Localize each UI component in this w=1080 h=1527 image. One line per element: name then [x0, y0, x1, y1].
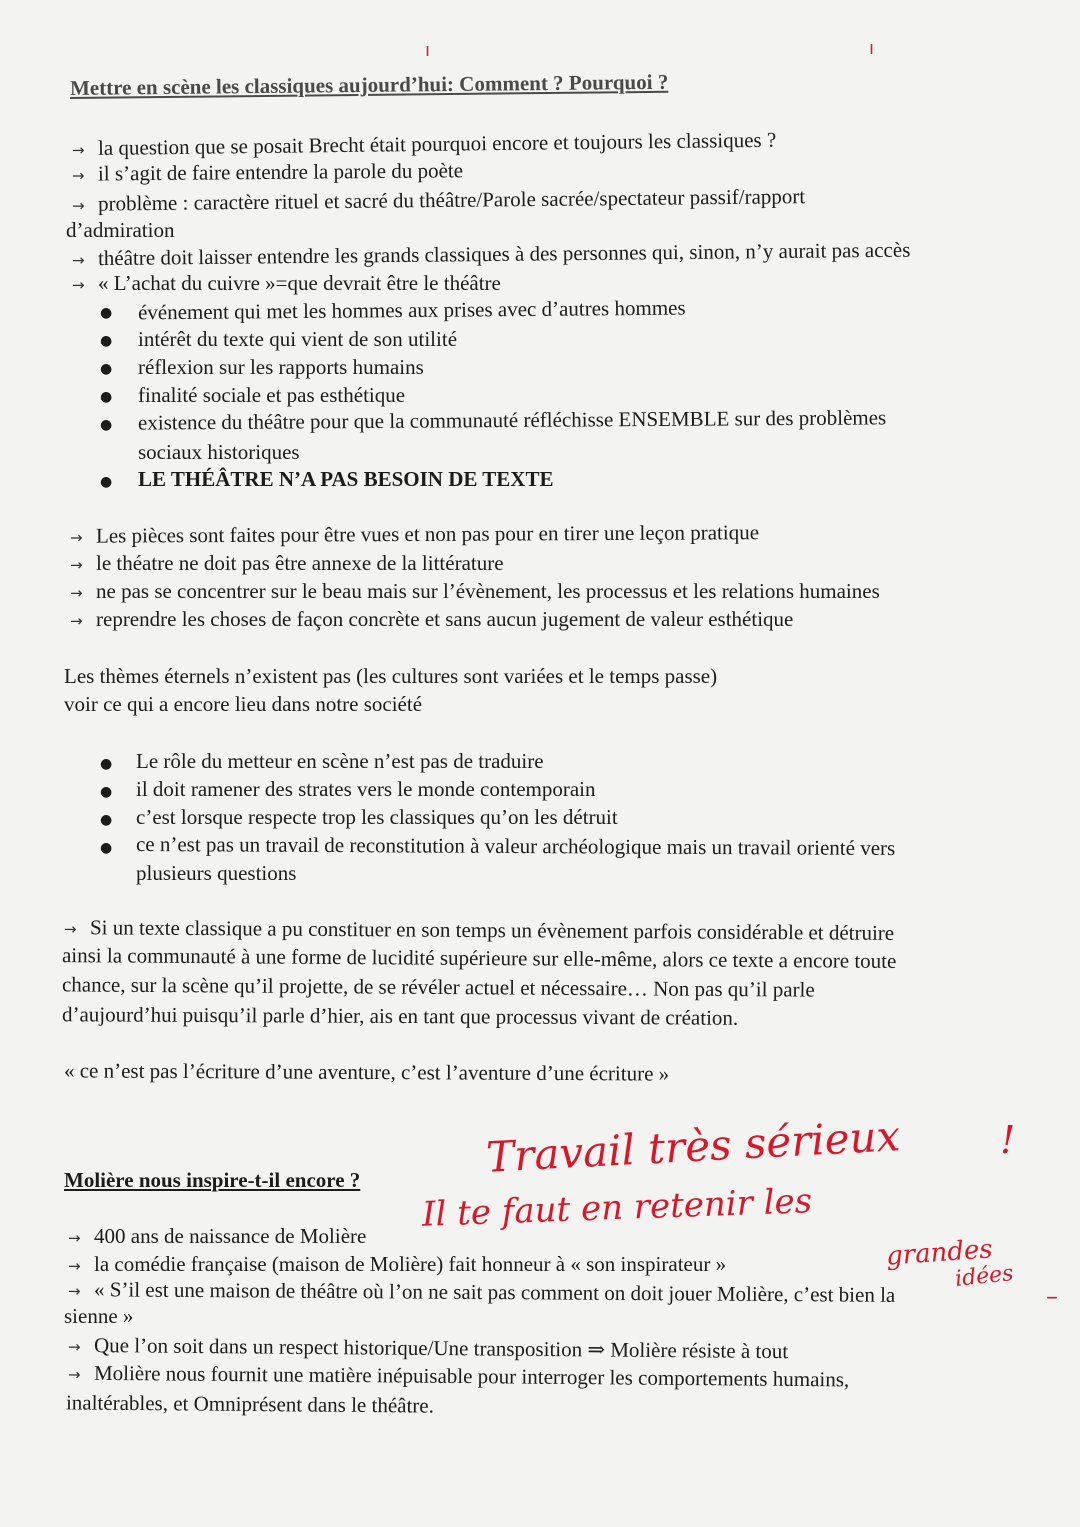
- bullet-icon: ●: [100, 756, 113, 772]
- paragraph-line: d’aujourd’hui puisqu’il parle d’hier, ais en tant que processus vivant de création.: [61, 1002, 739, 1030]
- bullet-icon: ●: [100, 305, 113, 321]
- arrow-icon: →: [72, 276, 85, 294]
- paragraph-line: → Si un texte classique a pu constituer en son temps un évènement parfois considérable et détruire: [63, 915, 895, 945]
- handwritten-exclamation: !: [1000, 1118, 1016, 1162]
- arrow-icon: →: [71, 251, 85, 270]
- paragraph-line: Les thèmes éternels n’existent pas (les cultures sont variées et le temps passe): [64, 664, 718, 688]
- bullet-item: événement qui met les hommes aux prises avec d’autres hommes: [137, 295, 686, 325]
- arrow-icon: →: [70, 612, 83, 630]
- bullet-item: c’est lorsque respecte trop les classiques qu’on les détruit: [136, 805, 618, 829]
- bullet-icon: ●: [100, 389, 113, 405]
- arrow-item: → reprendre les choses de façon concrète et sans aucun jugement de valeur esthétique: [70, 605, 793, 635]
- red-tick-mark: ı: [869, 38, 875, 58]
- bullet-item: intérêt du texte qui vient de son utilité: [138, 327, 458, 351]
- quote-line: « ce n’est pas l’écriture d’une aventure, c’est l’aventure d’une écriture »: [63, 1058, 670, 1086]
- arrow-icon: →: [70, 556, 83, 574]
- handwritten-note-line: idées: [953, 1261, 1015, 1292]
- arrow-item: → théâtre doit laisser entendre les grands classiques à des personnes qui, sinon, n’y aurait pas accès: [72, 236, 911, 275]
- bullet-item-continuation: plusieurs questions: [136, 861, 297, 885]
- handwritten-note-line: Il te faut en retenir les: [421, 1181, 813, 1235]
- bullet-icon: ●: [100, 333, 113, 349]
- handwritten-note-line: Travail très sérieux: [485, 1111, 902, 1182]
- arrow-item: → il s’agit de faire entendre la parole du poète: [72, 156, 463, 189]
- arrow-item: → la comédie française (maison de Molière) fait honneur à « son inspirateur »: [68, 1250, 726, 1280]
- arrow-item: → « S’il est une maison de théâtre où l’on ne sait pas comment on doit jouer Molière, c’est bien la: [67, 1277, 896, 1307]
- paragraph-line: chance, sur la scène qu’il projette, de se révéler actuel et nécessaire… Non pas qu’il parle: [61, 972, 815, 1002]
- arrow-item: → 400 ans de naissance de Molière: [68, 1222, 366, 1252]
- section-title-1: Mettre en scène les classiques aujourd’hui: Comment ? Pourquoi ?: [69, 69, 669, 100]
- bullet-icon: ●: [100, 474, 113, 490]
- arrow-item: → Les pièces sont faites pour être vues et non pas pour en tirer une leçon pratique: [70, 518, 759, 552]
- arrow-item: → la question que se posait Brecht était pourquoi encore et toujours les classiques ?: [72, 126, 777, 165]
- arrow-icon: →: [67, 1365, 81, 1384]
- bullet-item: ce n’est pas un travail de reconstitution à valeur archéologique mais un travail orienté vers: [135, 832, 896, 860]
- arrow-item-continuation: sienne »: [64, 1304, 134, 1328]
- bullet-icon: ●: [100, 784, 113, 800]
- section-title-2: Molière nous inspire-t-il encore ?: [64, 1168, 361, 1192]
- bullet-item-emphasis: LE THÉÂTRE N’A PAS BESOIN DE TEXTE: [138, 467, 554, 491]
- arrow-icon: →: [70, 584, 83, 602]
- paragraph-line: ainsi la communauté à une forme de lucidité supérieure sur elle-même, alors ce texte a encore toute: [61, 943, 897, 973]
- arrow-item: → ne pas se concentrer sur le beau mais sur l’évènement, les processus et les relations humaines: [70, 577, 880, 607]
- bullet-item: Le rôle du metteur en scène n’est pas de traduire: [136, 749, 544, 773]
- arrow-icon: →: [68, 1257, 81, 1275]
- arrow-item: → le théatre ne doit pas être annexe de la littérature: [70, 549, 504, 579]
- arrow-icon: →: [71, 196, 85, 215]
- arrow-icon: →: [67, 1282, 81, 1301]
- arrow-item: → problème : caractère rituel et sacré du théâtre/Parole sacrée/spectateur passif/rapport: [72, 182, 805, 220]
- bullet-item-continuation: sociaux historiques: [138, 440, 300, 464]
- bullet-icon: ●: [100, 812, 113, 828]
- arrow-icon: →: [68, 1229, 81, 1247]
- bullet-icon: ●: [100, 417, 113, 433]
- arrow-item: → Que l’on soit dans un respect historique/Une transposition ⇒ Molière résiste à tout: [67, 1333, 789, 1364]
- bullet-item: il doit ramener des strates vers le monde contemporain: [136, 777, 596, 801]
- arrow-item-continuation: inaltérables, et Omniprésent dans le théâtre.: [65, 1390, 435, 1418]
- arrow-icon: →: [69, 528, 83, 547]
- arrow-item: → Molière nous fournit une matière inépuisable pour interroger les comportements humains,: [67, 1360, 850, 1392]
- bullet-icon: ●: [100, 361, 113, 377]
- bullet-item: finalité sociale et pas esthétique: [138, 383, 406, 407]
- arrow-item-continuation: d’admiration: [66, 218, 175, 242]
- bullet-item: réflexion sur les rapports humains: [138, 355, 424, 379]
- arrow-icon: →: [71, 141, 85, 160]
- arrow-icon: →: [67, 1337, 81, 1356]
- bullet-icon: ●: [100, 840, 113, 856]
- bullet-item: existence du théâtre pour que la communauté réfléchisse ENSEMBLE sur des problèmes: [137, 405, 887, 435]
- paragraph-line: voir ce qui a encore lieu dans notre société: [64, 692, 423, 716]
- handwritten-note-line: grandes: [885, 1234, 994, 1272]
- handwritten-dash: –: [1046, 1282, 1058, 1310]
- arrow-icon: →: [71, 166, 85, 185]
- red-tick-mark: ı: [425, 40, 431, 60]
- arrow-item: → « L’achat du cuivre »=que devrait être le théâtre: [72, 269, 501, 299]
- arrow-icon: →: [63, 920, 77, 939]
